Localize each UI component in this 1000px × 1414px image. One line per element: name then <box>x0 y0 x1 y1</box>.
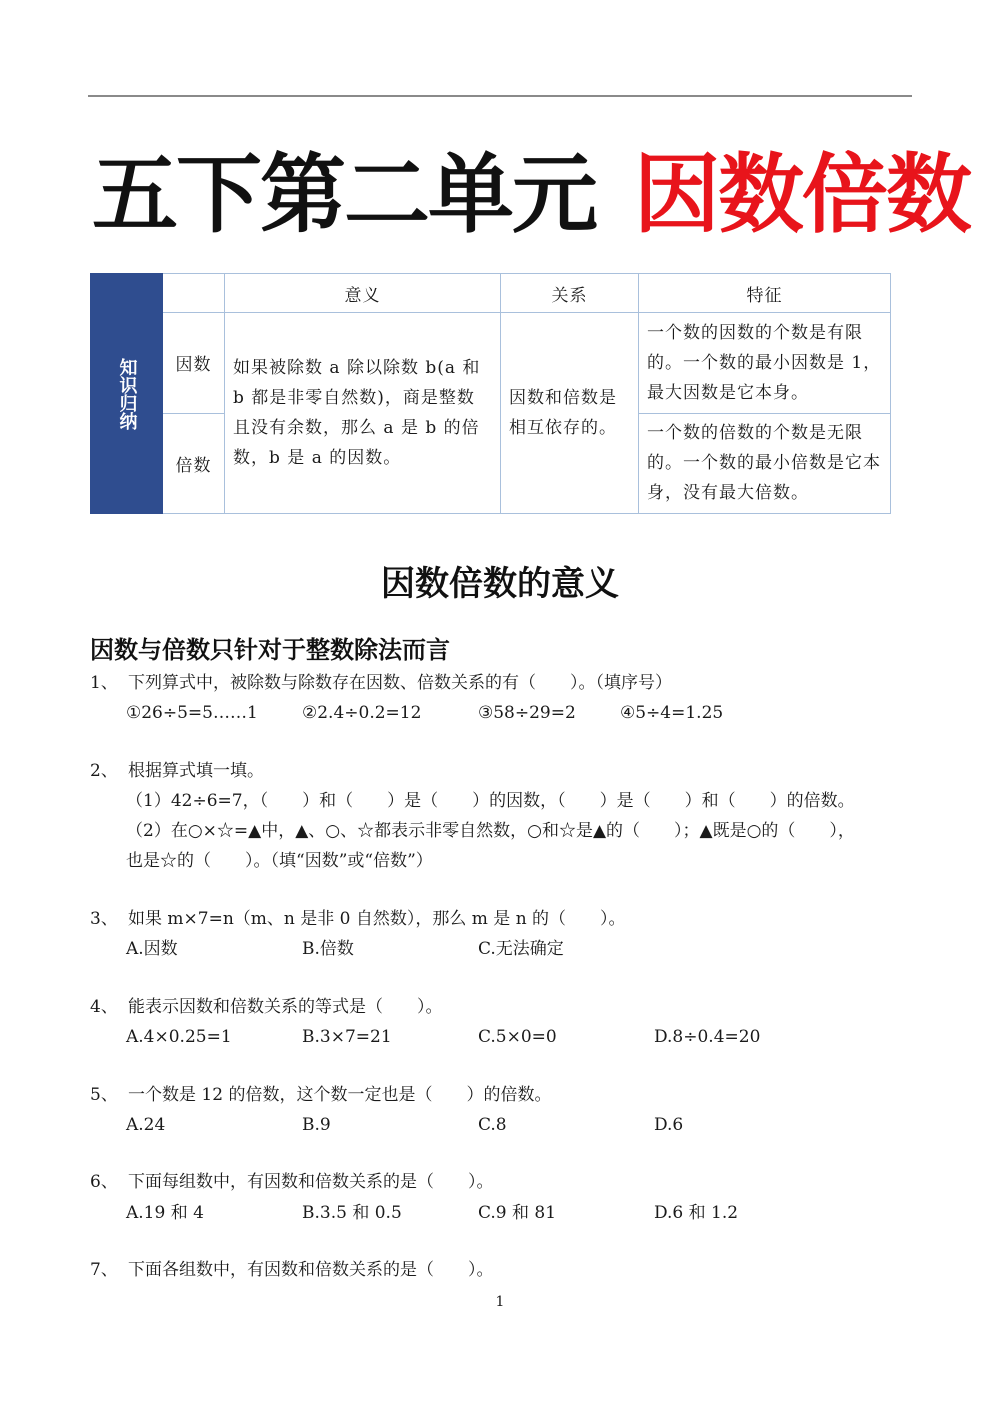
option: D.6 和 1.2 <box>654 1203 739 1223</box>
option: A.24 <box>126 1115 166 1135</box>
option: ③58÷29=2 <box>478 703 576 723</box>
option: D.8÷0.4=20 <box>654 1027 761 1047</box>
option: ②2.4÷0.2=12 <box>302 703 422 723</box>
question-text: 能表示因数和倍数关系的等式是（ ）。 <box>128 997 443 1017</box>
table-cell-factor-feature: 一个数的因数的个数是有限的。一个数的最小因数是 1，最大因数是它本身。 <box>639 313 891 413</box>
title-red-part: 因数倍数 <box>634 145 970 245</box>
question-5 <box>90 1080 551 1110</box>
option: ①26÷5=5……1 <box>126 703 258 723</box>
option: C.5×0=0 <box>478 1027 557 1047</box>
question-text: 下面每组数中，有因数和倍数关系的是（ ）。 <box>128 1172 494 1192</box>
question-text: 下面各组数中，有因数和倍数关系的是（ ）。 <box>128 1260 494 1280</box>
question-6 <box>90 1167 494 1197</box>
question-7 <box>90 1255 494 1285</box>
option: A.4×0.25=1 <box>126 1027 232 1047</box>
question-text: 如果 m×7=n（m、n 是非 0 自然数），那么 m 是 n 的（ ）。 <box>128 909 626 929</box>
table-header-meaning: 意义 <box>225 274 501 313</box>
question-number: 4、 <box>90 997 118 1017</box>
page-number: 1 <box>495 1294 505 1310</box>
top-divider <box>88 95 912 97</box>
table-header-feature: 特征 <box>639 274 891 313</box>
table-corner-cell <box>163 274 225 313</box>
question-3 <box>90 904 626 934</box>
title-black-part: 五下第二单元 <box>92 145 596 245</box>
table-side-label: 知识归纳 <box>91 274 163 514</box>
question-text: 根据算式填一填。 <box>128 761 264 781</box>
option: B.3.5 和 0.5 <box>302 1203 402 1223</box>
option: B.倍数 <box>302 939 354 959</box>
question-number: 3、 <box>90 909 118 929</box>
question-4 <box>90 992 443 1022</box>
table-row-multiple: 倍数 <box>163 413 225 513</box>
option: D.6 <box>654 1115 684 1135</box>
question-number: 2、 <box>90 761 118 781</box>
question-number: 7、 <box>90 1260 118 1280</box>
table-row-factor: 因数 <box>163 313 225 413</box>
question-1 <box>90 668 672 698</box>
section-title: 因数倍数的意义 <box>381 564 619 604</box>
question-number: 5、 <box>90 1085 118 1105</box>
table-cell-relation: 因数和倍数是相互依存的。 <box>501 313 639 514</box>
option: ④5÷4=1.25 <box>620 703 724 723</box>
question-number: 1、 <box>90 673 118 693</box>
table-cell-meaning: 如果被除数 a 除以除数 b(a 和 b 都是非零自然数)，商是整数且没有余数，那么 a 是 b 的倍数，b 是 a 的因数。 <box>225 313 501 514</box>
page-title <box>92 140 970 250</box>
table-header-relation: 关系 <box>501 274 639 313</box>
option: A.因数 <box>126 939 178 959</box>
table-cell-multiple-feature: 一个数的倍数的个数是无限的。一个数的最小倍数是它本身，没有最大倍数。 <box>639 413 891 513</box>
question-line: （1）42÷6=7，（ ）和（ ）是（ ）的因数，（ ）是（ ）和（ ）的倍数。 <box>126 791 855 811</box>
question-2 <box>90 756 264 786</box>
option: C.8 <box>478 1115 507 1135</box>
knowledge-summary-table <box>90 273 891 514</box>
option: B.9 <box>302 1115 331 1135</box>
option: B.3×7=21 <box>302 1027 392 1047</box>
question-text: 下列算式中，被除数与除数存在因数、倍数关系的有（ ）。（填序号） <box>128 673 672 693</box>
question-line: 也是☆的（ ）。（填“因数”或“倍数”） <box>126 851 433 871</box>
question-text: 一个数是 12 的倍数，这个数一定也是（ ）的倍数。 <box>128 1085 552 1105</box>
subsection-title: 因数与倍数只针对于整数除法而言 <box>90 636 450 664</box>
option: C.无法确定 <box>478 939 564 959</box>
question-number: 6、 <box>90 1172 118 1192</box>
option: C.9 和 81 <box>478 1203 557 1223</box>
question-line: （2）在○×☆=▲中，▲、○、☆都表示非零自然数，○和☆是▲的（ ）；▲既是○的（ ）， <box>126 821 855 841</box>
option: A.19 和 4 <box>126 1203 204 1223</box>
